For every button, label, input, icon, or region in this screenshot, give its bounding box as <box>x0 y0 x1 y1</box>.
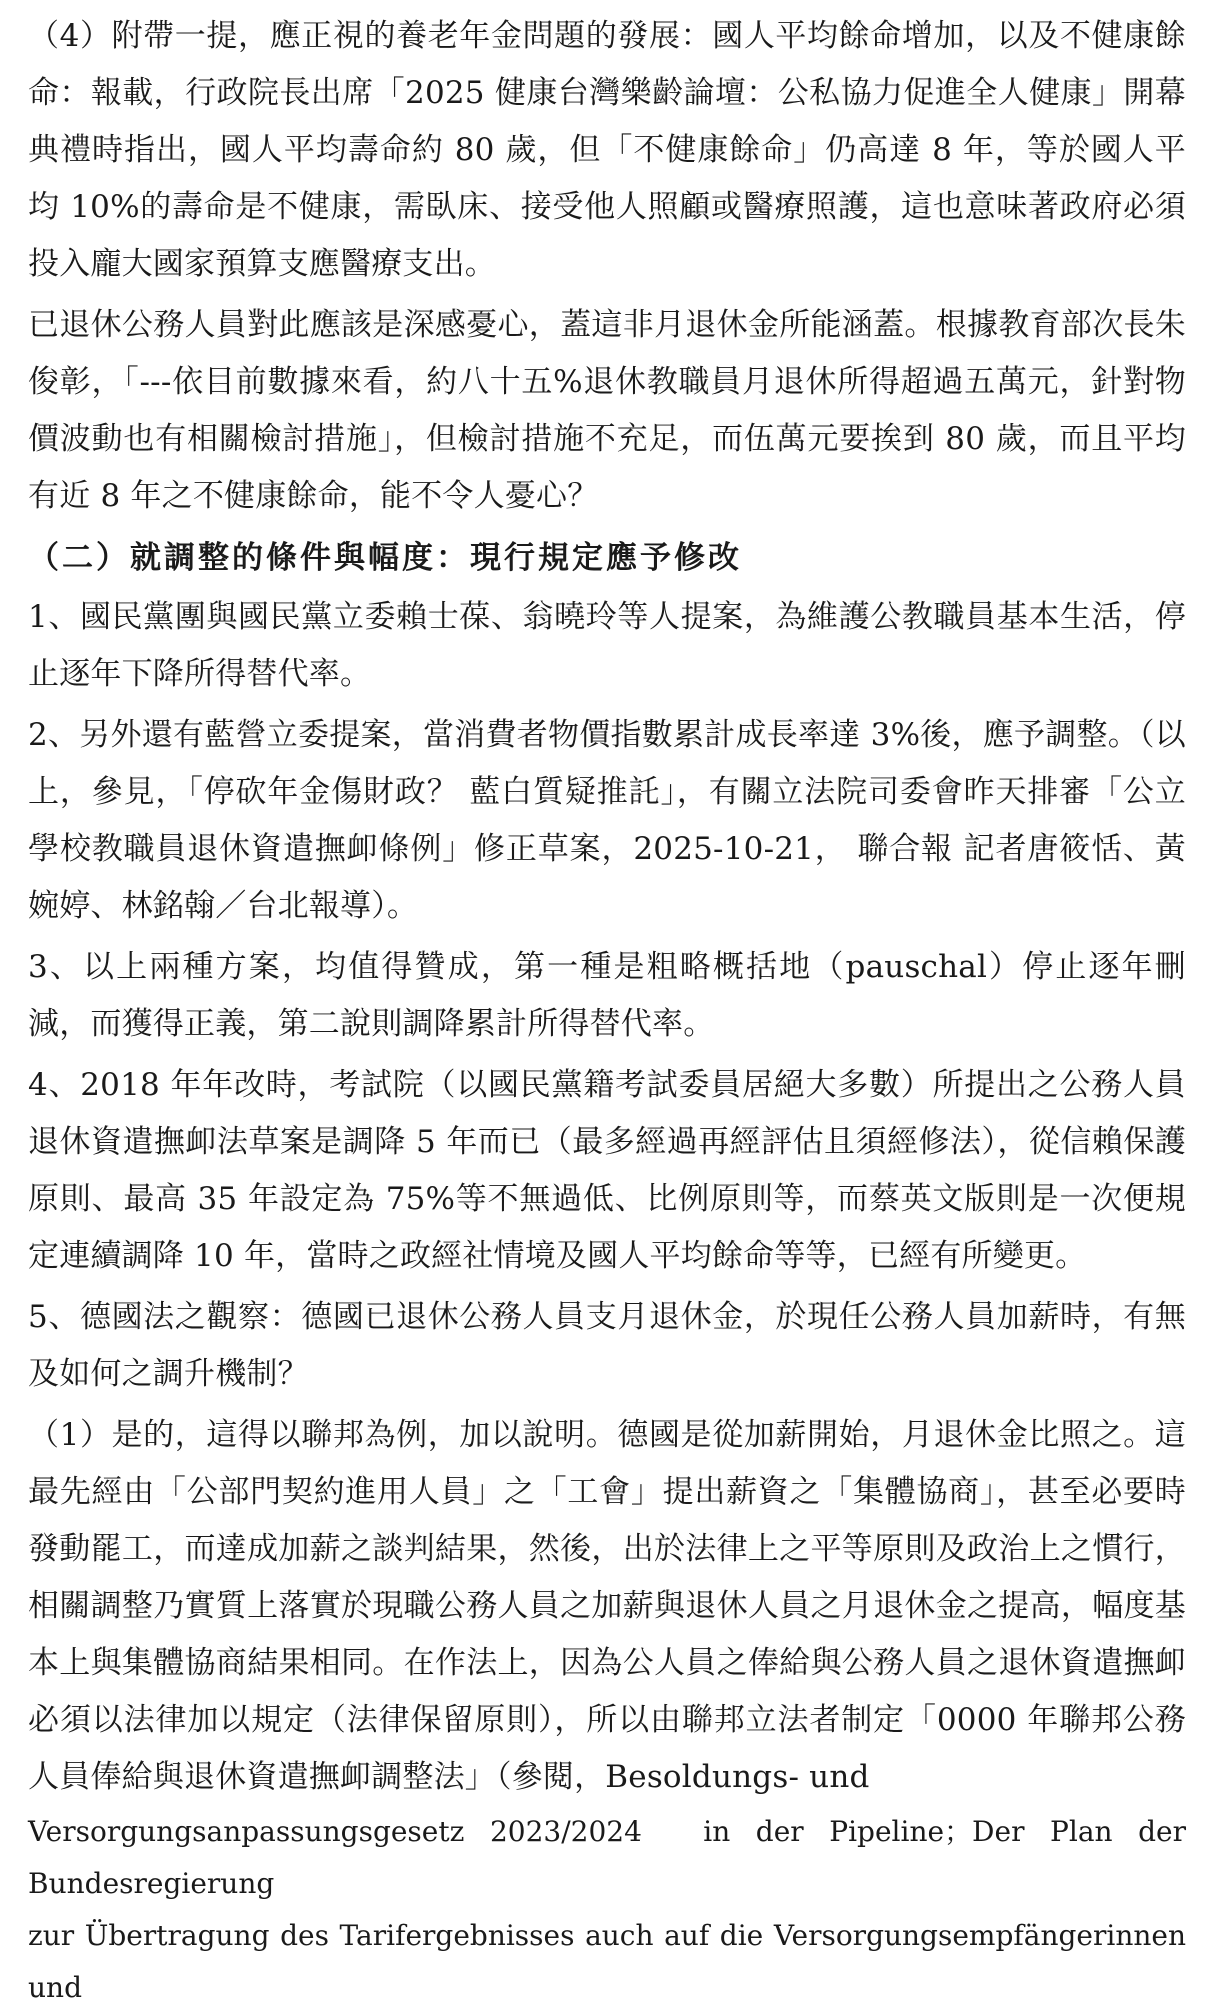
section-heading: （二）就調整的條件與幅度：現行規定應予修改 <box>28 540 742 576</box>
list-item-5: 5、德國法之觀察：德國已退休公務人員支月退休金，於現任公務人員加薪時，有無及如何之調升機制？ <box>28 1299 1186 1392</box>
latin-line-1: Versorgungsanpassungsgesetz 2023/2024 in der Pipeline；Der Plan der Bundesregierung <box>28 1815 1186 1900</box>
list-item-2: 2、另外還有藍營立委提案，當消費者物價指數累計成長率達 3%後，應予調整。（以上，參見，「停砍年金傷財政？ 藍白質疑推託」，有關立法院司委會昨天排審「公立學校教職員退休資遣撫卹條例」修正草案，2025-10-21， 聯合報 記者唐筱恬、黃婉婷、林銘翰／台北報導）。 <box>28 717 1186 924</box>
document-page <box>28 8 1186 2014</box>
latin-line-2: zur Übertragung des Tarifergebnisses auch auf die Versorgungsempfängerinnen und <box>28 1919 1186 2004</box>
list-item-4: 4、2018 年年改時，考試院（以國民黨籍考試委員居絕大多數）所提出之公務人員退休資遣撫卹法草案是調降 5 年而已（最多經過再經評估且須經修法），從信賴保護原則、最高 35 年設定為 75%等不無過低、比例原則等，而蔡英文版則是一次便規定連續調降 10 年，當時之政經社情境及國人平均餘命等等，已經有所變更。 <box>28 1067 1186 1274</box>
paragraph-unhealthy-life-expectancy: （4）附帶一提，應正視的養老年金問題的發展：國人平均餘命增加，以及不健康餘命：報載，行政院長出席「2025 健康台灣樂齡論壇：公私協力促進全人健康」開幕典禮時指出，國人平均壽命約 80 歲，但「不健康餘命」仍高達 8 年，等於國人平均 10%的壽命是不健康，需臥床、接受他人照顧或醫療照護，這也意味著政府必須投入龐大國家預算支應醫療支出。 <box>28 18 1186 282</box>
list-item-1: 1、國民黨團與國民黨立委賴士葆、翁曉玲等人提案，為維護公教職員基本生活，停止逐年下降所得替代率。 <box>28 599 1186 692</box>
list-item-3: 3、以上兩種方案，均值得贊成，第一種是粗略概括地（pauschal）停止逐年刪減，而獲得正義，第二說則調降累計所得替代率。 <box>28 949 1186 1042</box>
list-item-5-1: （1）是的，這得以聯邦為例，加以說明。德國是從加薪開始，月退休金比照之。這最先經由「公部門契約進用人員」之「工會」提出薪資之「集體協商」，甚至必要時發動罷工，而達成加薪之談判結果，然後，出於法律上之平等原則及政治上之慣行，相關調整乃實質上落實於現職公務人員之加薪與退休人員之月退休金之提高，幅度基本上與集體協商結果相同。在作法上，因為公人員之俸給與公務人員之退休資遣撫卹必須以法律加以規定（法律保留原則），所以由聯邦立法者制定「0000 年聯邦公務人員俸給與退休資遣撫卹調整法」（參閱，Besoldungs- und <box>28 1417 1186 1795</box>
paragraph-retiree-concern: 已退休公務人員對此應該是深感憂心，蓋這非月退休金所能涵蓋。根據教育部次長朱俊彰，「---依目前數據來看，約八十五%退休教職員月退休所得超過五萬元，針對物價波動也有相關檢討措施」，但檢討措施不充足，而伍萬元要挨到 80 歲，而且平均有近 8 年之不健康餘命，能不令人憂心？ <box>28 307 1186 514</box>
